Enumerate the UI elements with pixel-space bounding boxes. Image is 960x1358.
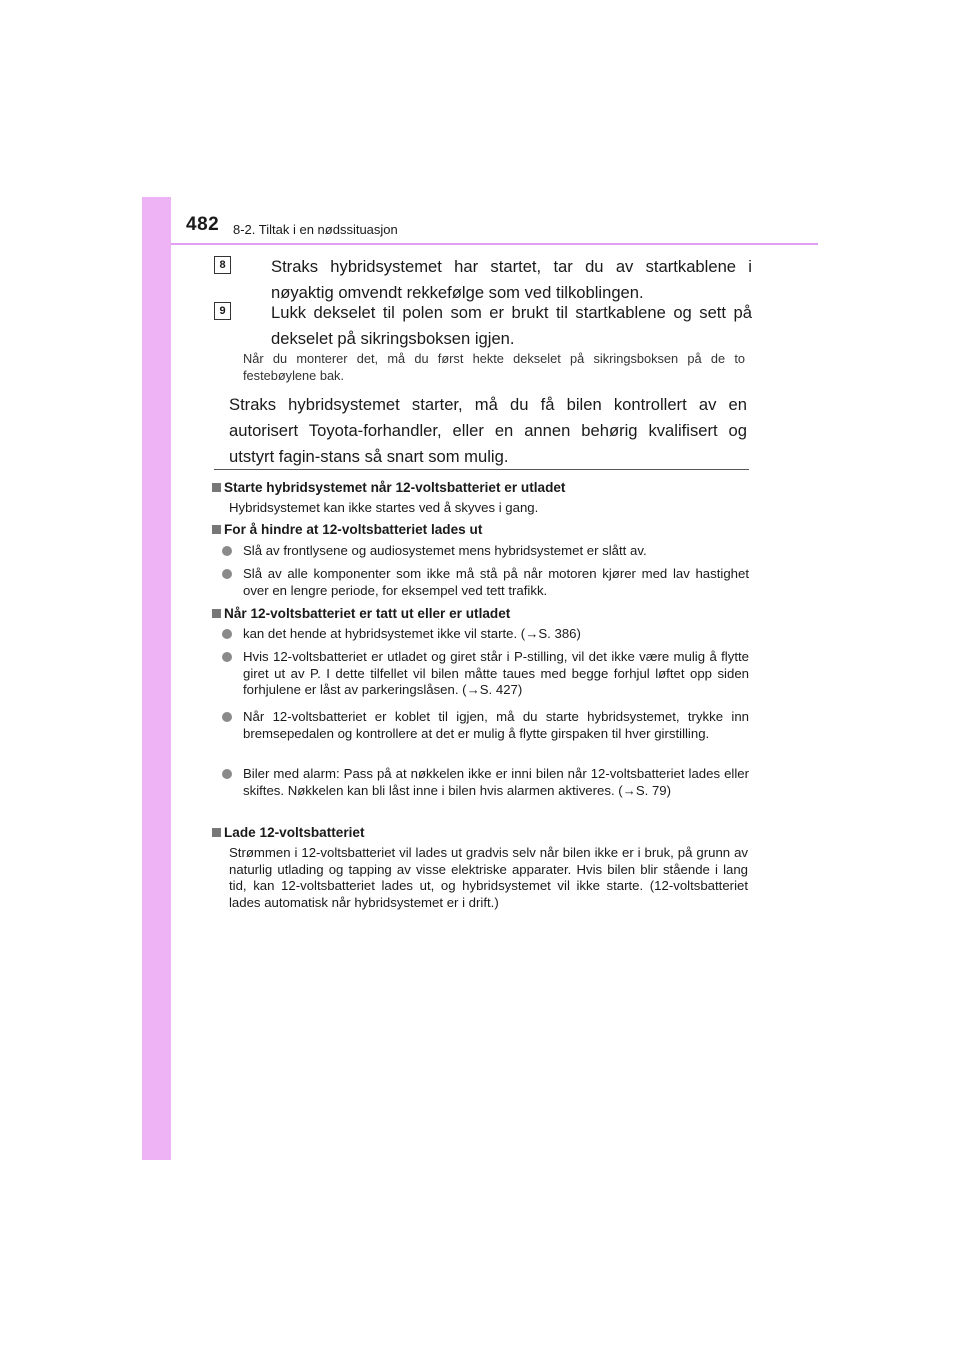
step-text: Lukk dekselet til polen som er brukt til startkablene og sett på dekselet på sikringsboksen igjen. [271,303,752,348]
bullet-item: Slå av frontlysene og audiosystemet mens hybridsystemet er slått av. [222,543,749,560]
round-bullet-icon [222,569,232,579]
square-bullet-icon [212,609,221,618]
bullet-item: Når 12-voltsbatteriet er koblet til igjen, må du starte hybridsystemet, trykke inn bremsepedalen og kontrollere at det er mulig å flytte girspaken til hver girstilling. [222,709,749,742]
section-heading: For å hindre at 12-voltsbatteriet lades ut [212,522,482,537]
round-bullet-icon [222,769,232,779]
section-body: Strømmen i 12-voltsbatteriet vil lades ut gradvis selv når bilen ikke er i bruk, på grunn av naturlig utlading og tapping av visse elektriske apparater. Hvis bilen blir stående i lang tid, kan 12-voltsbatteriet lades ut, og hybridsystemet vil ikke starte. (12-voltsbatteriet lades automatisk når hybridsystemet er i drift.) [229,845,748,910]
round-bullet-icon [222,652,232,662]
bullet-item: kan det hende at hybridsystemet ikke vil starte. (→S. 386) [222,626,749,643]
square-bullet-icon [212,483,221,492]
round-bullet-icon [222,712,232,722]
bullet-item: Slå av alle komponenter som ikke må stå på når motoren kjører med lav hastighet over en lengre periode, for eksempel ved tett trafikk. [222,566,749,599]
section-heading: Starte hybridsystemet når 12-voltsbatteriet er utladet [212,480,565,495]
running-header: 8-2. Tiltak i en nødssituasjon [233,222,398,237]
chapter-tab-band [142,197,171,1160]
header-rule [171,243,818,245]
step-text: Straks hybridsystemet har startet, tar du av startkablene i nøyaktig omvendt rekkefølge som ved tilkoblingen. [271,257,752,302]
square-bullet-icon [212,525,221,534]
step-number-box: 8 [214,256,231,274]
round-bullet-icon [222,546,232,556]
section-body: Hybridsystemet kan ikke startes ved å skyves i gang. [229,500,539,515]
step-8 [214,254,752,306]
step-9-note: Når du monterer det, må du først hekte dekselet på sikringsboksen på de to festebøylene bak. [243,351,745,383]
square-bullet-icon [212,828,221,837]
section-heading: Når 12-voltsbatteriet er tatt ut eller er utladet [212,606,510,621]
step-number-box: 9 [214,302,231,320]
round-bullet-icon [222,629,232,639]
bullet-item: Hvis 12-voltsbatteriet er utladet og giret står i P-stilling, vil det ikke være mulig å flytte giret ut av P. I dette tilfellet vil bilen måtte taues med begge forhjul løftet opp siden forhjulene er låst av parkeringslåsen. (→S. 427) [222,649,749,699]
page-number: 482 [186,214,220,235]
advice-paragraph: Straks hybridsystemet starter, må du få bilen kontrollert av en autorisert Toyota-forhandler, eller en annen behørig kvalifisert og utstyrt fagin-stans så snart som mulig. [229,395,747,466]
section-heading: Lade 12-voltsbatteriet [212,825,365,840]
step-9 [214,300,752,352]
bullet-item: Biler med alarm: Pass på at nøkkelen ikke er inni bilen når 12-voltsbatteriet lades eller skiftes. Nøkkelen kan bli låst inne i bilen hvis alarmen aktiveres. (→S. 79) [222,766,749,799]
section-divider [214,469,749,470]
